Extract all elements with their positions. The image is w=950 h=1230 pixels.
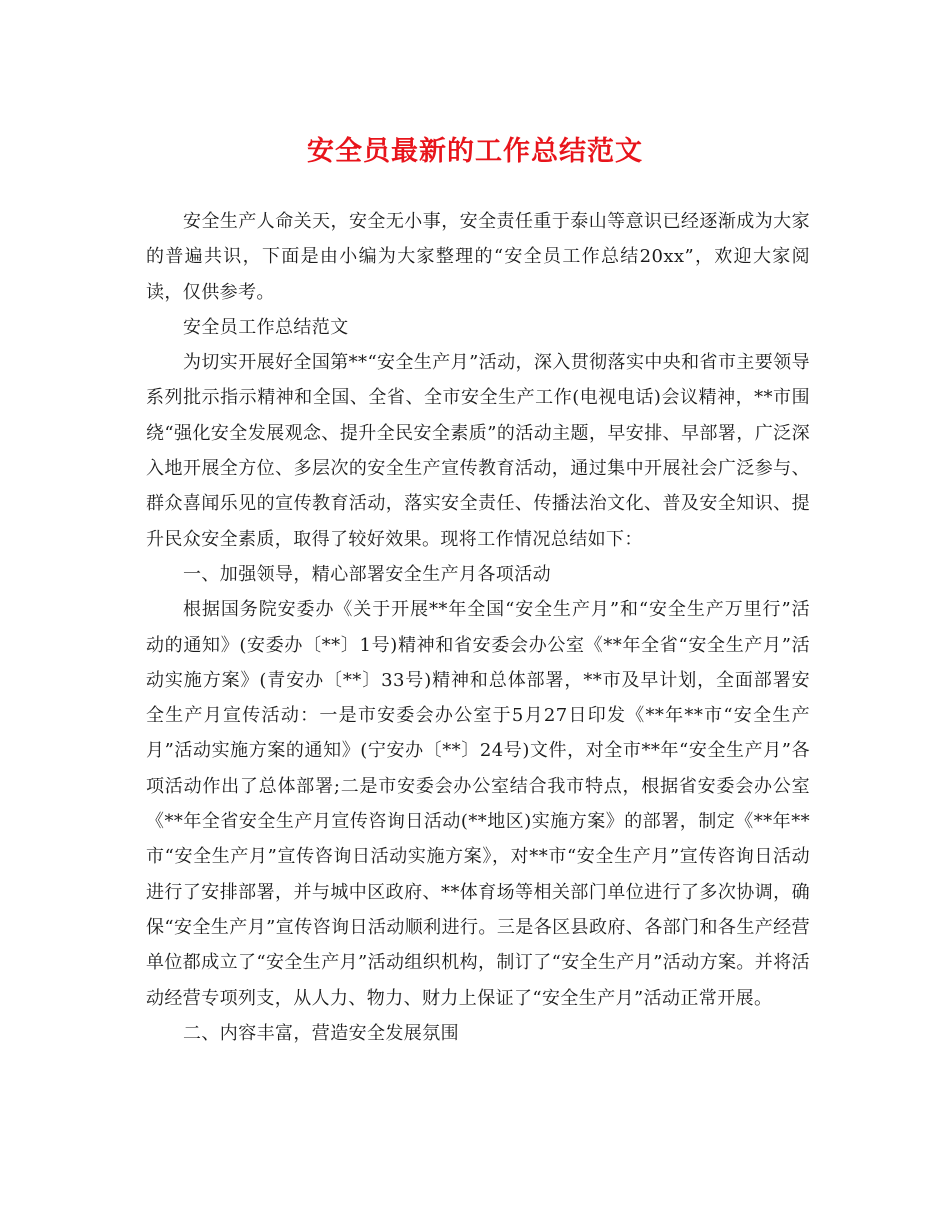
document-body — [146, 204, 810, 1051]
section-1-paragraph: 根据国务院安委办《关于开展**年全国“安全生产月”和“安全生产万里行”活动的通知》(安委办〔**〕1号)精神和省安委会办公室《**年全省“安全生产月”活动实施方案》(青安办〔**〕33号)精神和总体部署，**市及早计划，全面部署安全生产月宣传活动：一是市安委会办公室于5月27日印发《**年**市“安全生产月”活动实施方案的通知》(宁安办〔**〕24号)文件，对全市**年“安全生产月”各项活动作出了总体部署;二是市安委会办公室结合我市特点，根据省安委会办公室《**年全省安全生产月宣传咨询日活动(**地区)实施方案》的部署，制定《**年**市“安全生产月”宣传咨询日活动实施方案》，对**市“安全生产月”宣传咨询日活动进行了安排部署，并与城中区政府、**体育场等相关部门单位进行了多次协调，确保“安全生产月”宣传咨询日活动顺利进行。三是各区县政府、各部门和各生产经营单位都成立了“安全生产月”活动组织机构，制订了“安全生产月”活动方案。并将活动经营专项列支，从人力、物力、财力上保证了“安全生产月”活动正常开展。 — [146, 599, 811, 1009]
section-heading-2: 二、内容丰富，营造安全发展氛围 — [183, 1022, 459, 1044]
overview-paragraph: 为切实开展好全国第**“安全生产月”活动，深入贯彻落实中央和省市主要领导系列批示指示精神和全国、全省、全市安全生产工作(电视电话)会议精神，**市围绕“强化安全发展观念、提升全民安全素质”的活动主题，早安排、早部署，广泛深入地开展全方位、多层次的安全生产宣传教育活动，通过集中开展社会广泛参与、群众喜闻乐见的宣传教育活动，落实安全责任、传播法治文化、普及安全知识、提升民众安全素质，取得了较好效果。现将工作情况总结如下： — [146, 352, 810, 550]
document-title: 安全员最新的工作总结范文 — [307, 136, 643, 167]
section-heading-1: 一、加强领导，精心部署安全生产月各项活动 — [183, 563, 551, 585]
intro-paragraph: 安全生产人命关天，安全无小事，安全责任重于泰山等意识已经逐渐成为大家的普遍共识，下面是由小编为大家整理的“安全员工作总结20xx”，欢迎大家阅读，仅供参考。 — [146, 211, 810, 303]
section-heading-sample: 安全员工作总结范文 — [183, 316, 349, 338]
